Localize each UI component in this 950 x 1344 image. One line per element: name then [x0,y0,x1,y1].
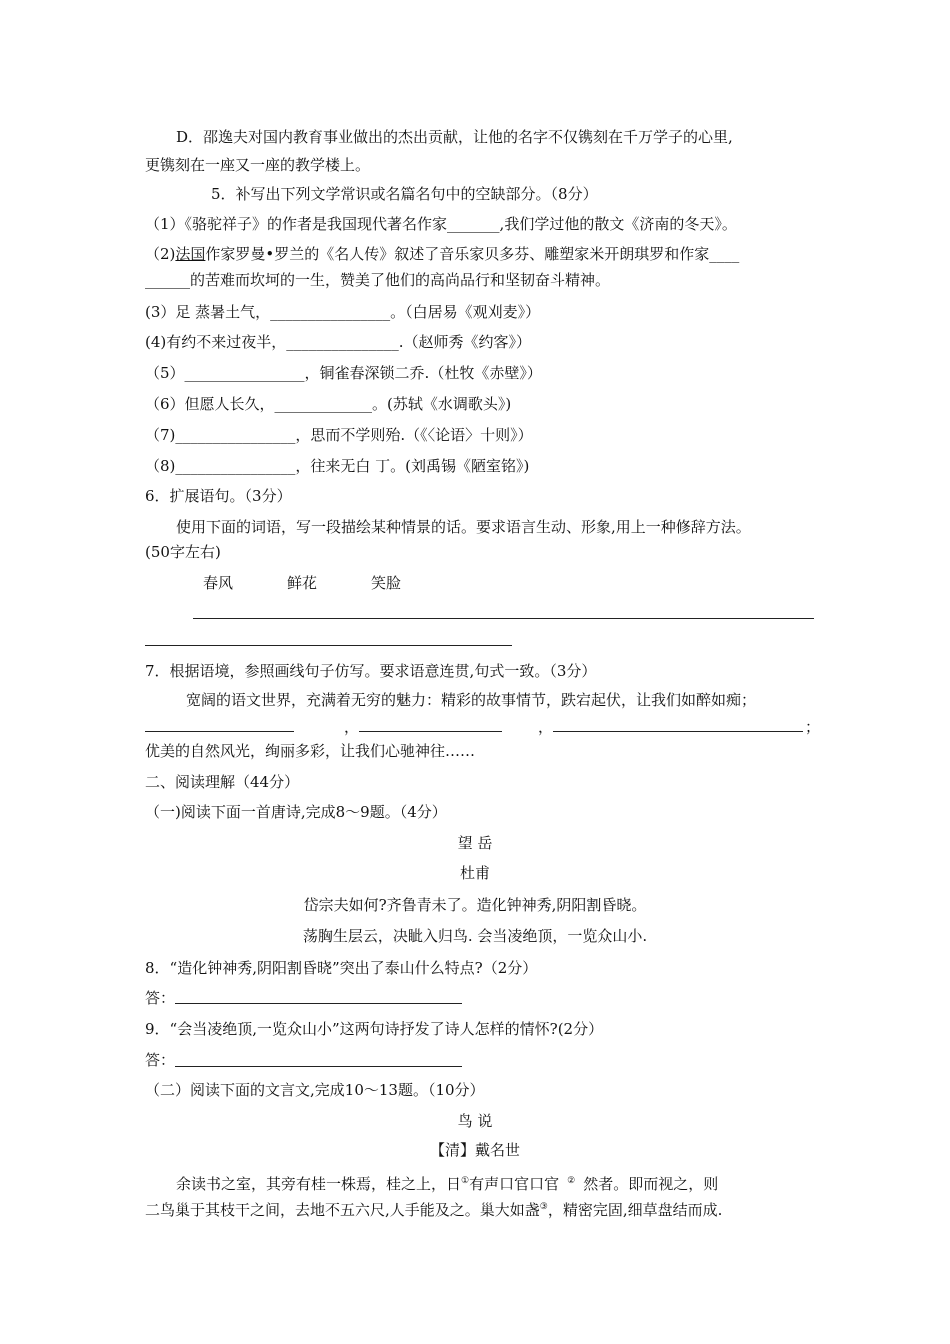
essay-line-2-part-b: ，精密完固,细草盘结而成. [547,1201,723,1219]
essay-line-1-part-b: 有声口官口官 [469,1175,560,1193]
q7-underlined-sentence: 精彩的故事情节，跌宕起伏，让我们如醉如痴 [441,691,742,709]
essay-author: 【清】戴名世 [429,1141,520,1159]
q5-item-2-text: 作家罗曼•罗兰的《名人传》叙述了音乐家贝多芬、雕塑家米开朗琪罗和作家____ [205,245,740,263]
q5-item-1: （1）《骆驼祥子》的作者是我国现代著名作家_______,我们学过他的散文《济南的冬天》。 [145,215,737,233]
q5-title: 5．补写出下列文学常识或名篇名句中的空缺部分。（8分） [211,185,598,203]
q8-answer-line[interactable] [175,1003,462,1004]
q5-item-2-continued: ______的苦难而坎坷的一生，赞美了他们的高尚品行和坚韧奋斗精神。 [145,271,611,289]
q5-item-8: （8)________________，往来无白 丁。(刘禹锡《陋室铭》) [145,457,530,475]
q7-example-sentence [186,690,756,710]
q4-option-d-line2: 更镌刻在一座又一座的教学楼上。 [145,156,371,174]
footnote-1-marker: ① [461,1176,470,1186]
q9-text: 9．“会当凌绝顶,一览众山小”这两句诗抒发了诗人怎样的情怀?(2分） [145,1020,604,1038]
q7-blank-1[interactable] [145,731,294,732]
q5-item-3: (3）足 蒸暑土气，________________。（白居易《观刈麦》） [145,303,541,321]
q5-item-6: （6）但愿人长久，_____________。(苏轼《水调歌头》) [145,395,512,413]
reading-part-1-heading: （一)阅读下面一首唐诗,完成8～9题。（4分） [145,803,447,821]
essay-title: 鸟 说 [457,1112,493,1130]
q6-answer-line-1[interactable] [193,618,814,619]
footnote-3-marker: ③ [539,1202,548,1212]
poem-title: 望 岳 [457,834,493,852]
q9-answer-line[interactable] [175,1066,462,1067]
poem-author: 杜甫 [459,864,490,882]
q4-option-d-line1: D．邵逸夫对国内教育事业做出的杰出贡献，让他的名字不仅镌刻在千万学子的心里, [176,128,733,146]
q7-example-intro: 宽阔的语文世界，充满着无穷的魅力： [186,691,442,709]
q7-comma-1: ， [344,718,360,736]
q7-blank-2[interactable] [359,731,502,732]
q8-answer-label: 答： [145,989,176,1007]
section-2-title: 二、阅读理解（44分） [145,773,300,791]
poem-line-1: 岱宗夫如何?齐鲁青未了。造化钟神秀,阴阳割昏晓。 [303,896,647,914]
q6-length-note: (50字左右) [145,543,221,561]
q6-word-3: 笑脸 [371,574,402,592]
q9-answer-label: 答： [145,1051,176,1069]
essay-line-2-part-a: 二鸟巢于其枝干之间，去地不五六尺,人手能及之。巢大如盏 [145,1201,540,1219]
q7-example-end: ； [741,691,757,709]
essay-line-1-part-a: 余读书之室，其旁有桂一株焉，桂之上，日 [176,1175,462,1193]
q6-instruction: 使用下面的词语，写一段描绘某种情景的话。要求语言生动、形象,用上一种修辞方法。 [176,518,751,536]
q5-item-2 [145,244,739,264]
reading-part-2-heading: （二）阅读下面的文言文,完成10～13题。（10分） [145,1081,485,1099]
q5-item-2-prefix: （2) [145,245,176,263]
essay-line-2 [145,1197,722,1220]
q5-item-7: （7)________________，思而不学则殆.（《〈论语〉十则》） [145,426,533,444]
q6-word-2: 鲜花 [287,574,318,592]
q8-text: 8．“造化钟神秀,阴阳割昏晓”突出了泰山什么特点?（2分） [145,959,538,977]
france-link[interactable]: 法国 [175,245,206,263]
q5-item-4: (4)有约不来过夜半，_______________.（赵师秀《约客》） [145,333,532,351]
poem-line-2: 荡胸生层云，决眦入归鸟. 会当凌绝顶，一览众山小. [302,927,648,945]
footnote-2-marker: ② [567,1176,576,1186]
q7-blank-3[interactable] [553,731,803,732]
q7-semicolon: ； [805,718,821,736]
q6-answer-line-2[interactable] [145,645,512,646]
q7-comma-2: ， [538,718,554,736]
q6-title: 6．扩展语句。（3分） [145,487,292,505]
q7-continuation: 优美的自然风光，绚丽多彩，让我们心驰神往…… [145,742,476,760]
essay-line-1-part-c: 然者。即而视之，则 [583,1175,719,1193]
q6-word-1: 春风 [203,574,234,592]
q7-title: 7．根据语境，参照画线句子仿写。要求语意连贯,句式一致。（3分） [145,662,597,680]
essay-line-1 [176,1171,718,1194]
q5-item-5: （5）________________，铜雀春深锁二乔.（杜牧《赤壁》） [145,364,542,382]
